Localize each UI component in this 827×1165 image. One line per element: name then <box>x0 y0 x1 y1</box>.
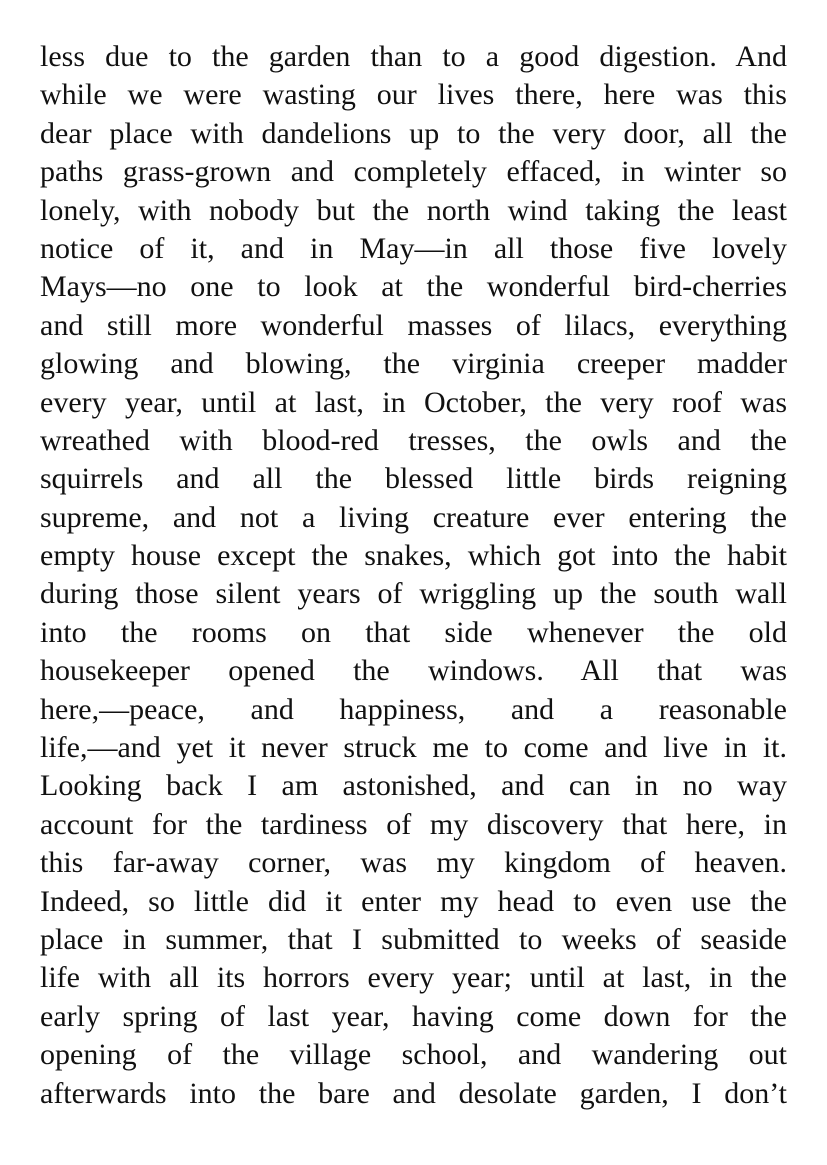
text-line: life,—and yet it never struck me to come and live in it. <box>40 731 787 765</box>
text-line: paths grass-grown and completely effaced, in winter so <box>40 155 787 189</box>
text-line: Looking back I am astonished, and can in no way <box>40 769 787 803</box>
text-line: Mays—no one to look at the wonderful bird-cherries <box>40 270 787 304</box>
book-page-text <box>40 38 787 1113</box>
text-line: housekeeper opened the windows. All that was <box>40 654 787 688</box>
text-line: wreathed with blood-red tresses, the owls and the <box>40 423 787 457</box>
text-line: during those silent years of wriggling up the south wall <box>40 577 787 611</box>
text-line: here,—peace, and happiness, and a reasonable <box>40 692 787 726</box>
text-line: squirrels and all the blessed little birds reigning <box>40 462 787 496</box>
text-line: and still more wonderful masses of lilacs, everything <box>40 308 787 342</box>
text-line: while we were wasting our lives there, here was this <box>40 78 787 112</box>
text-line: less due to the garden than to a good digestion. And <box>40 40 787 73</box>
text-line: empty house except the snakes, which got into the habit <box>40 539 787 573</box>
text-line: dear place with dandelions up to the very door, all the <box>40 116 787 150</box>
text-line: notice of it, and in May—in all those five lovely <box>40 231 787 265</box>
text-line: this far-away corner, was my kingdom of heaven. <box>40 846 787 880</box>
text-line: lonely, with nobody but the north wind taking the least <box>40 193 787 227</box>
text-line: early spring of last year, having come down for the <box>40 999 787 1033</box>
text-line: life with all its horrors every year; until at last, in the <box>40 961 787 995</box>
text-line: supreme, and not a living creature ever entering the <box>40 500 787 534</box>
text-line: Indeed, so little did it enter my head to even use the <box>40 884 787 918</box>
text-line: glowing and blowing, the virginia creeper madder <box>40 347 787 381</box>
text-line: place in summer, that I submitted to weeks of seaside <box>40 922 787 956</box>
text-line: afterwards into the bare and desolate garden, I don’t <box>40 1076 787 1110</box>
text-line: account for the tardiness of my discovery that here, in <box>40 807 787 841</box>
text-line: into the rooms on that side whenever the old <box>40 615 787 649</box>
text-line: opening of the village school, and wandering out <box>40 1038 787 1072</box>
text-line: every year, until at last, in October, the very roof was <box>40 385 787 419</box>
